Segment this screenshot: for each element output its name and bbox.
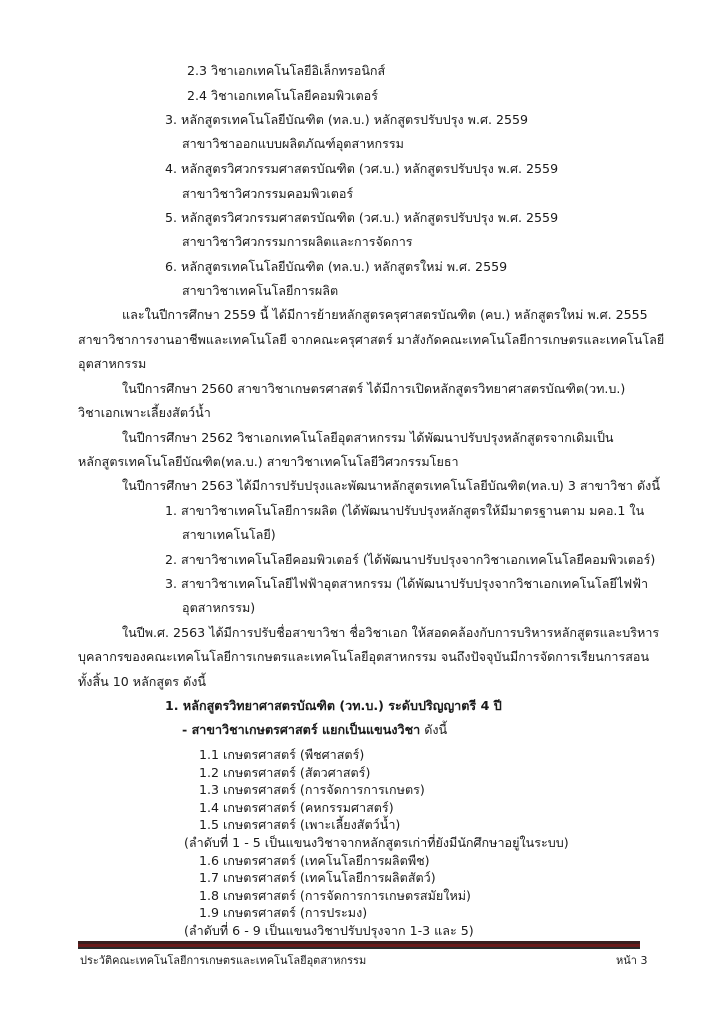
text-line: 5. หลักสูตรวิศวกรรมศาสตรบัณฑิต (วศ.บ.) หลักสูตรปรับปรุง พ.ศ. 2559 [165, 210, 559, 225]
text-line: สาขาวิชาออกแบบผลิตภัณฑ์อุตสาหกรรม [182, 136, 404, 151]
list-item: 1.6 เกษตรศาสตร์ (เทคโนโลยีการผลิตพืช) [199, 852, 430, 868]
footer-title: ประวัติคณะเทคโนโลยีการเกษตรและเทคโนโลยีอุตสาหกรรม [80, 954, 367, 967]
paragraph-line: อุตสาหกรรม [78, 356, 147, 371]
text-line: สาขาวิชาวิศวกรรมคอมพิวเตอร์ [182, 186, 354, 201]
list-item: 1. สาขาวิชาเทคโนโลยีการผลิต (ได้พัฒนาปรับปรุงหลักสูตรให้มีมาตรฐานตาม มคอ.1 ใน [165, 503, 645, 518]
list-item: อุตสาหกรรม) [182, 600, 256, 615]
paragraph-line: ในปีการศึกษา 2562 วิชาเอกเทคโนโลยีอุตสาหกรรม ได้พัฒนาปรับปรุงหลักสูตรจากเดิมเป็น [122, 430, 614, 445]
list-item: สาขาเทคโนโลยี) [182, 527, 276, 542]
list-note: (ลำดับที่ 1 - 5 เป็นแขนงวิชาจากหลักสูตรเก่าที่ยังมีนักศึกษาอยู่ในระบบ) [184, 835, 569, 850]
paragraph-line: วิชาเอกเพาะเลี้ยงสัตว์น้ำ [78, 405, 211, 420]
paragraph-line: บุคลากรของคณะเทคโนโลยีการเกษตรและเทคโนโลยีอุตสาหกรรม จนถึงปัจจุบันมีการจัดการเรียนการสอน [78, 649, 650, 664]
paragraph-line: ในปีการศึกษา 2560 สาขาวิชาเกษตรศาสตร์ ได้มีการเปิดหลักสูตรวิทยาศาสตรบัณฑิต(วท.บ.) [122, 381, 626, 396]
paragraph-line: ในปีพ.ศ. 2563 ได้มีการปรับชื่อสาขาวิชา ชื่อวิชาเอก ให้สอดคล้องกับการบริหารหลักสูตรและบริหาร [122, 625, 660, 640]
list-item: 1.4 เกษตรศาสตร์ (คหกรรมศาสตร์) [199, 799, 394, 815]
text-line: 2.3 วิชาเอกเทคโนโลยีอิเล็กทรอนิกส์ [187, 63, 386, 78]
program-heading: 1. หลักสูตรวิทยาศาสตรบัณฑิต (วท.บ.) ระดับปริญญาตรี 4 ปี [165, 698, 502, 713]
list-note: (ลำดับที่ 6 - 9 เป็นแขนงวิชาปรับปรุงจาก 1-3 และ 5) [184, 923, 474, 938]
list-item: 1.7 เกษตรศาสตร์ (เทคโนโลยีการผลิตสัตว์) [199, 870, 436, 886]
subheading-bold: - สาขาวิชาเกษตรศาสตร์ แยกเป็นแขนงวิชา [182, 722, 421, 737]
paragraph-line: สาขาวิชาการงานอาชีพและเทคโนโลยี จากคณะครุศาสตร์ มาสังกัดคณะเทคโนโลยีการเกษตรและเทคโนโลยี [78, 332, 665, 347]
program-subheading [182, 721, 447, 739]
list-item: 2. สาขาวิชาเทคโนโลยีคอมพิวเตอร์ (ได้พัฒนาปรับปรุงจากวิชาเอกเทคโนโลยีคอมพิวเตอร์) [165, 552, 656, 567]
subheading-tail: ดังนี้ [424, 722, 448, 737]
list-item: 1.3 เกษตรศาสตร์ (การจัดการการเกษตร) [199, 782, 425, 798]
paragraph-line: ในปีการศึกษา 2563 ได้มีการปรับปรุงและพัฒนาหลักสูตรเทคโนโลยีบัณฑิต(ทล.บ) 3 สาขาวิชา ดังนี้ [122, 478, 660, 493]
paragraph-line: ทั้งสิ้น 10 หลักสูตร ดังนี้ [78, 674, 206, 689]
paragraph-line: หลักสูตรเทคโนโลยีบัณฑิต(ทล.บ.) สาขาวิชาเทคโนโลยีวิศวกรรมโยธา [78, 454, 459, 469]
text-line: 4. หลักสูตรวิศวกรรมศาสตรบัณฑิต (วศ.บ.) หลักสูตรปรับปรุง พ.ศ. 2559 [165, 161, 559, 176]
list-item: 1.1 เกษตรศาสตร์ (พืชศาสตร์) [199, 747, 365, 762]
list-item: 1.5 เกษตรศาสตร์ (เพาะเลี้ยงสัตว์น้ำ) [199, 817, 401, 833]
page-number: หน้า 3 [616, 954, 648, 967]
paragraph-line: และในปีการศึกษา 2559 นี้ ได้มีการย้ายหลักสูตรครุศาสตรบัณฑิต (คบ.) หลักสูตรใหม่ พ.ศ. 2555 [122, 307, 648, 322]
text-line: สาขาวิชาเทคโนโลยีการผลิต [182, 283, 339, 298]
text-line: 3. หลักสูตรเทคโนโลยีบัณฑิต (ทล.บ.) หลักสูตรปรับปรุง พ.ศ. 2559 [165, 112, 529, 127]
list-item: 1.9 เกษตรศาสตร์ (การประมง) [199, 905, 368, 921]
list-item: 1.2 เกษตรศาสตร์ (สัตวศาสตร์) [199, 764, 371, 780]
list-item: 3. สาขาวิชาเทคโนโลยีไฟฟ้าอุตสาหกรรม (ได้พัฒนาปรับปรุงจากวิชาเอกเทคโนโลยีไฟฟ้า [165, 576, 649, 591]
list-item: 1.8 เกษตรศาสตร์ (การจัดการการเกษตรสมัยใหม่) [199, 887, 471, 903]
footer-divider-dark [78, 947, 640, 949]
text-line: 6. หลักสูตรเทคโนโลยีบัณฑิต (ทล.บ.) หลักสูตรใหม่ พ.ศ. 2559 [165, 259, 508, 274]
text-line: สาขาวิชาวิศวกรรมการผลิตและการจัดการ [182, 234, 413, 249]
text-line: 2.4 วิชาเอกเทคโนโลยีคอมพิวเตอร์ [187, 88, 378, 103]
